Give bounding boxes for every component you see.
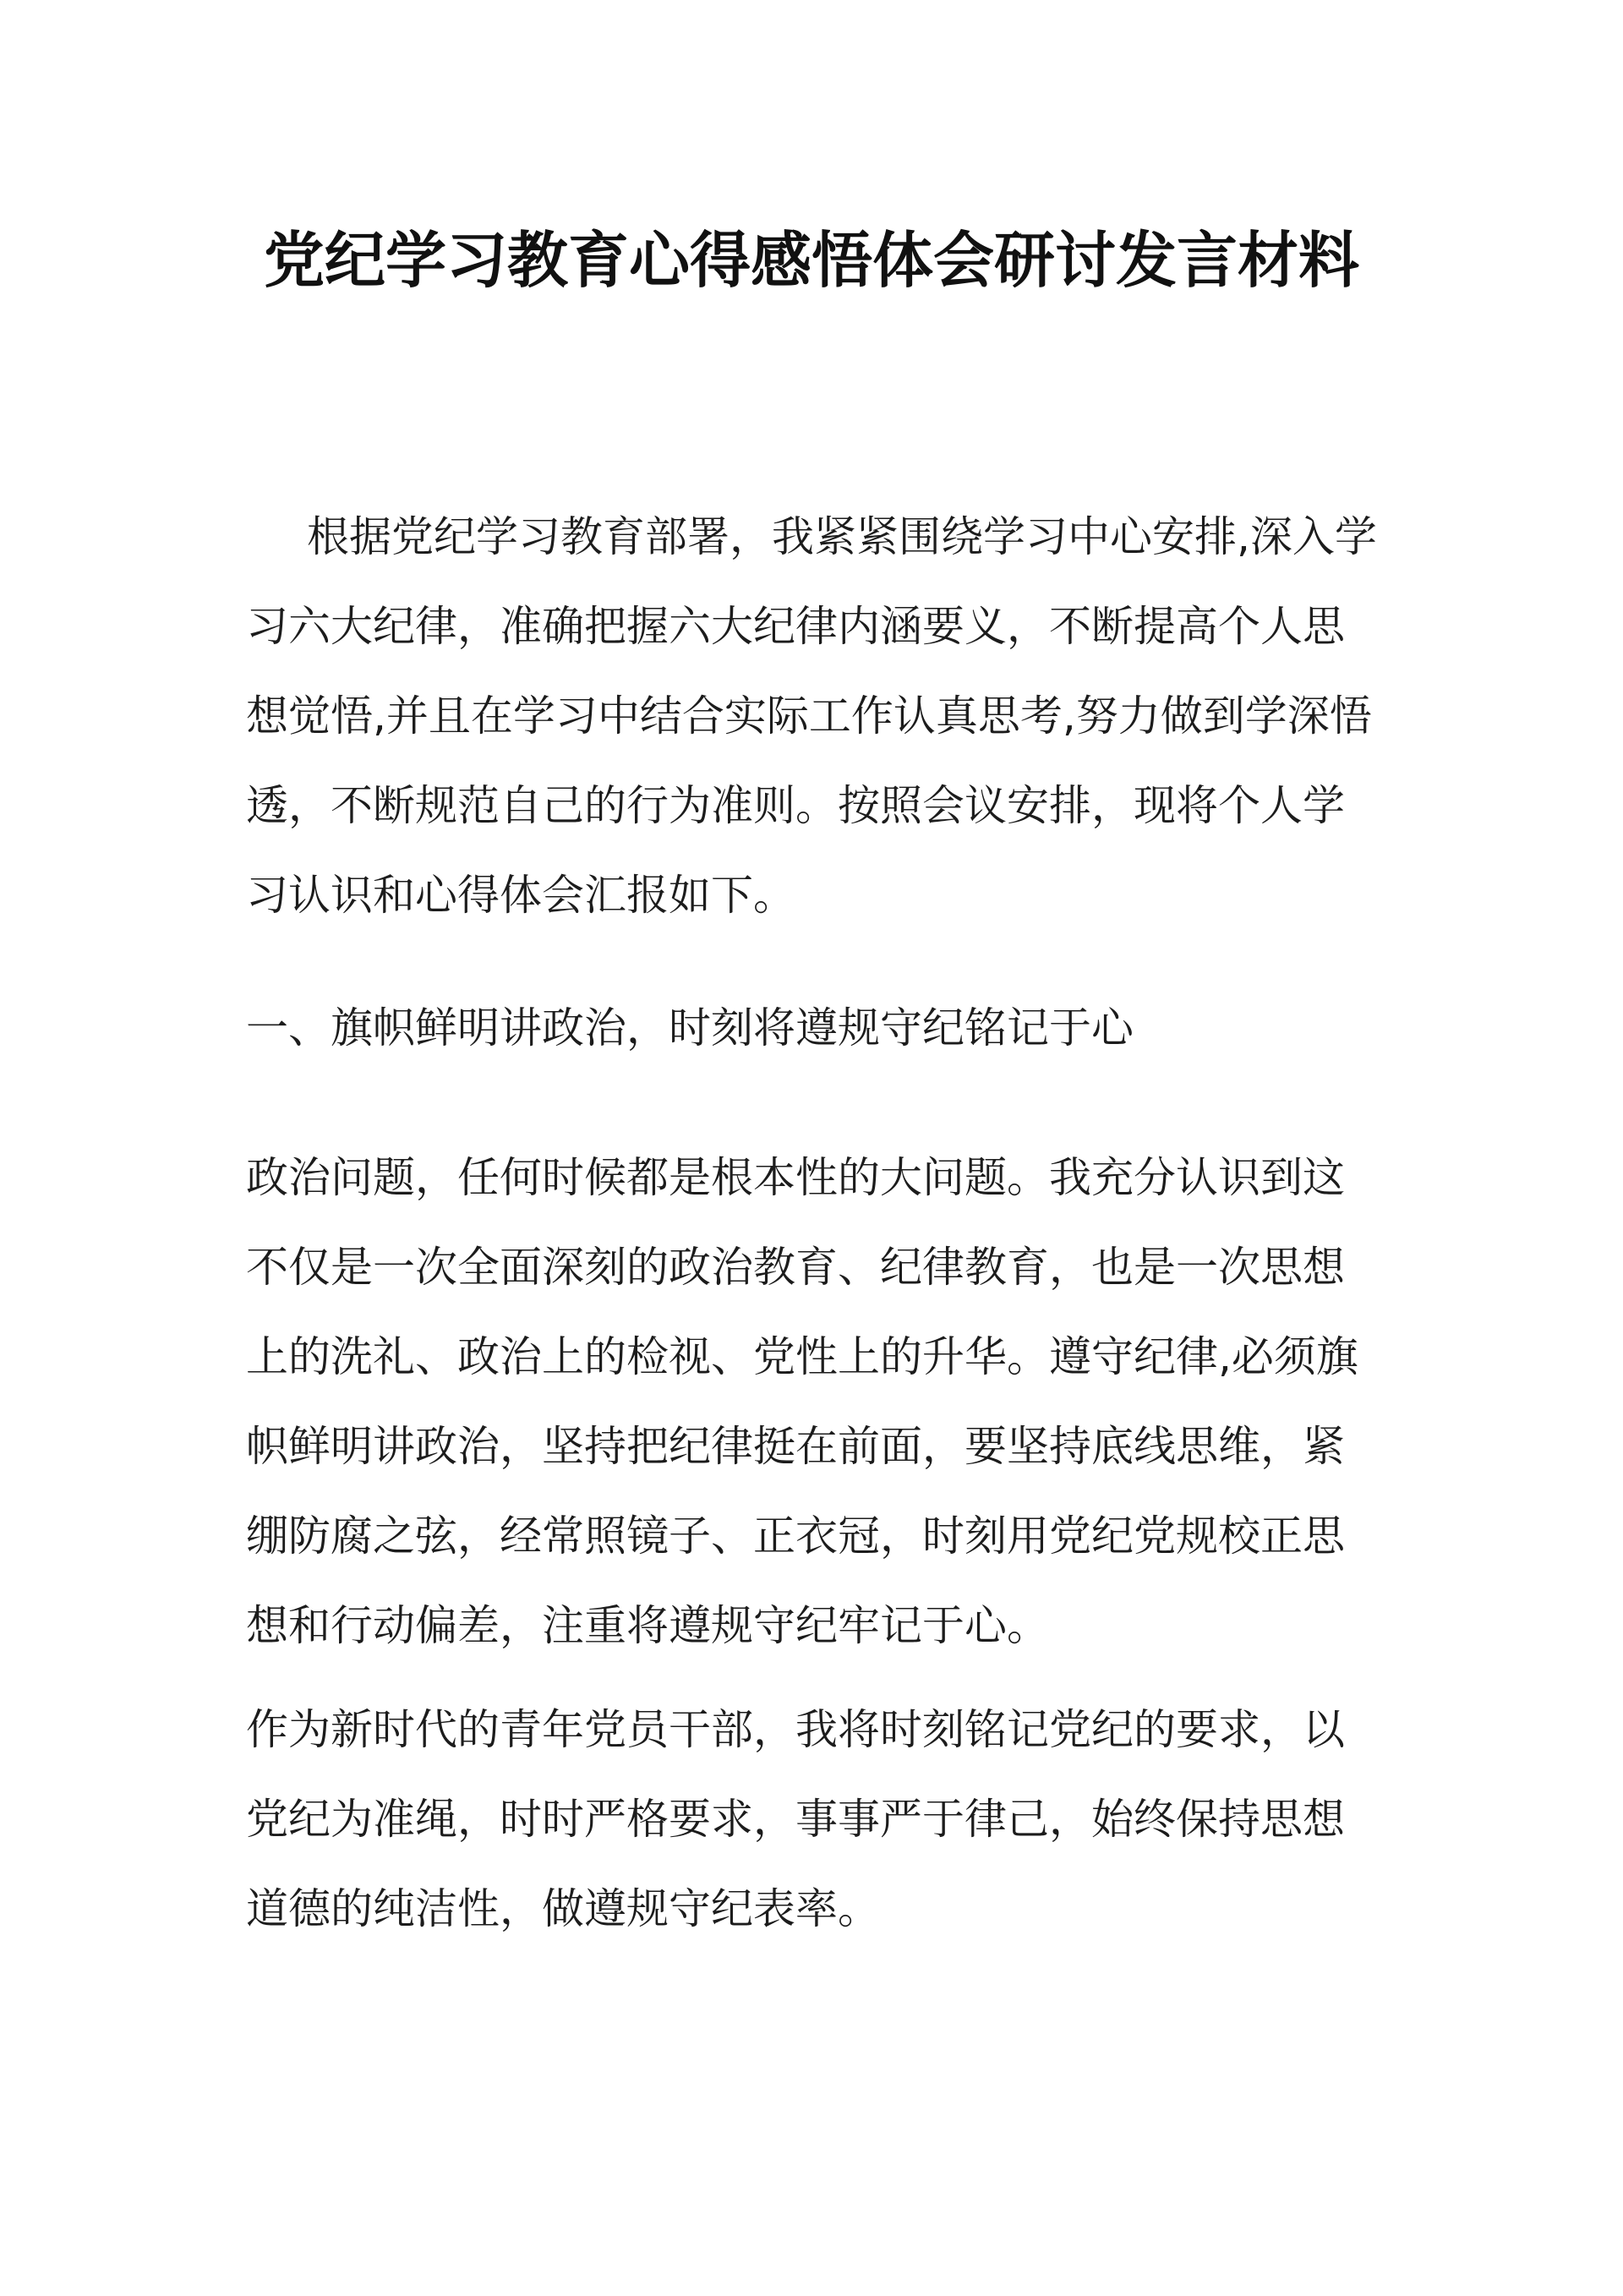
body-paragraph: 政治问题，任何时候都是根本性的大问题。我充分认识到这不仅是一次全面深刻的政治教育、纪律教育，也是一次思想上的洗礼、政治上的检视、党性上的升华。遵守纪律,必须旗帜鲜明讲政治，坚持把纪律挺在前面，要坚持底线思维，紧绷防腐之弦，经常照镜子、正衣冠，时刻用党纪党规校正思想和行动偏差，注重将遵规守纪牢记于心。 xyxy=(246,1153,1358,1650)
section-heading: 一、旗帜鲜明讲政治，时刻将遵规守纪铭记于心 xyxy=(246,1003,1134,1052)
body-paragraph: 作为新时代的青年党员干部，我将时刻铭记党纪的要求，以党纪为准绳，时时严格要求，事事严于律己，始终保持思想道德的纯洁性，做遵规守纪表率。 xyxy=(246,1705,1345,1933)
document-title: 党纪学习教育心得感悟体会研讨发言材料 xyxy=(263,225,1359,296)
intro-paragraph: 根据党纪学习教育部署，我紧紧围绕学习中心安排,深入学习六大纪律，准确把握六大纪律内涵要义，不断提高个人思想觉悟,并且在学习中结合实际工作认真思考,努力做到学深悟透，不断规范自己的行为准则。按照会议安排，现将个人学习认识和心得体会汇报如下。 xyxy=(246,512,1377,920)
